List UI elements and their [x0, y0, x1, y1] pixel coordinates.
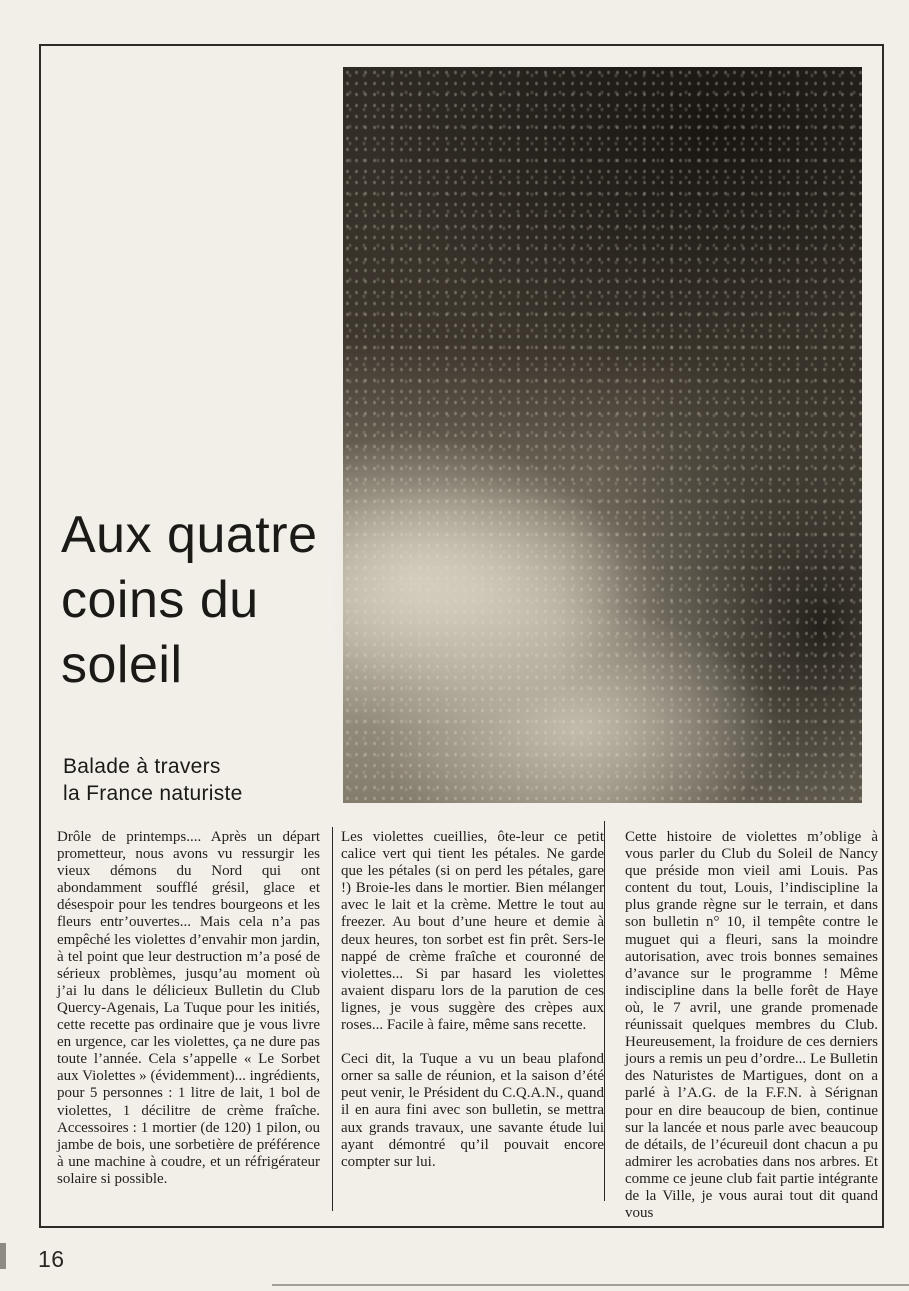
paragraph: Drôle de printemps.... Après un départ prometteur, nous avons vu ressurgir les vieux démons du Nord qui ont abondamment soufflé grésil, glace et désespoir pour les tendres bourgeons et les fleurs entr’ouvertes... Mais cela n’a pas empêché les violettes d’envahir mon jardin, à tel point que leur destruction m’a posé de sérieux problèmes, jusqu’au moment où j’ai lu dans le délicieux Bulletin du Club Quercy-Agenais, La Tuque pour les initiés, cette recette pas ordinaire que je vous livre en urgence, car les violettes, ça ne dure pas toute l’année. Cela s’appelle « Le Sorbet aux Violettes » (évidemment)... ingrédients, pour 5 personnes : 1 litre de lait, 1 bol de violettes, 1 décilitre de crème fraîche. Accessoires : 1 mortier (de 120) 1 pilon, ou jambe de bois, une sorbetière de préférence à une machine à coudre, et un réfrigérateur solaire si possible. [57, 829, 320, 1187]
paragraph: Cette histoire de violettes m’oblige à vous parler du Club du Soleil de Nancy que préside mon vieil ami Louis. Pas content du tout, Louis, l’indiscipline la plus grande règne sur le terrain, et dans son bulletin n° 10, il tempête contre le muguet qui a fleuri, sans la moindre autorisation, avec trois bonnes semaines d’avance sur le programme ! Même indiscipline dans la belle forêt de Haye où, le 7 avril, une grande promenade réunissait quelques membres du Club. Heureusement, la froidure de ces derniers jours a remis un peu d’ordre... Le Bulletin des Naturistes de Martigues, dont on a parlé à l’A.G. de la F.F.N. à Sérignan pour en dire beaucoup de bien, continue sur la lancée et nous parle avec beaucoup de détails, de l’écureuil dont chacun a pu admirer les acrobaties dans nos arbres. Et comme ce jeune club fait partie intégrante de la Ville, je vous aurai tout dit quand vous [625, 829, 878, 1222]
title-line-3: soleil [61, 636, 183, 694]
page-number: 16 [38, 1246, 65, 1272]
photo-light-patch [343, 479, 665, 700]
column-divider-2 [604, 821, 605, 1201]
paragraph: Ceci dit, la Tuque a vu un beau plafond orner sa salle de réunion, et la saison d’été peut venir, le Président du C.Q.A.N., quand il en aura fini avec son bulletin, se mettra aux grands travaux, une savante étude lui ayant démontré qu’il pouvait encore compter sur lui. [341, 1051, 604, 1170]
title-line-2: coins du [61, 571, 259, 629]
scan-edge-line [272, 1284, 909, 1286]
title-line-1: Aux quatre [61, 506, 318, 564]
paragraph: Les violettes cueillies, ôte-leur ce petit calice vert qui tient les pétales. Ne garde que les pétales (si on perd les pétales, gare !) Broie-les dans le mortier. Bien mélanger avec le lait et la crème. Mettre le tout au freezer. Au bout d’une heure et demie à deux heures, ton sorbet est fin prêt. Sers-le nappé de crème fraîche et couronné de violettes... Si par hasard les violettes avaient disparu lors de la parution de ces lignes, je vous suggère des crèpes aux roses... Facile à faire, même sans recette. [341, 829, 604, 1034]
article-photo [343, 67, 862, 803]
article-column-2 [341, 829, 604, 1171]
subtitle-line-1: Balade à travers [63, 755, 221, 778]
article-title [61, 503, 318, 698]
article-column-1 [57, 829, 320, 1188]
column-divider-1 [332, 827, 333, 1211]
subtitle-line-2: la France naturiste [63, 782, 243, 805]
article-subtitle [63, 753, 243, 807]
article-column-3 [625, 829, 878, 1222]
scan-edge-mark [0, 1243, 6, 1269]
